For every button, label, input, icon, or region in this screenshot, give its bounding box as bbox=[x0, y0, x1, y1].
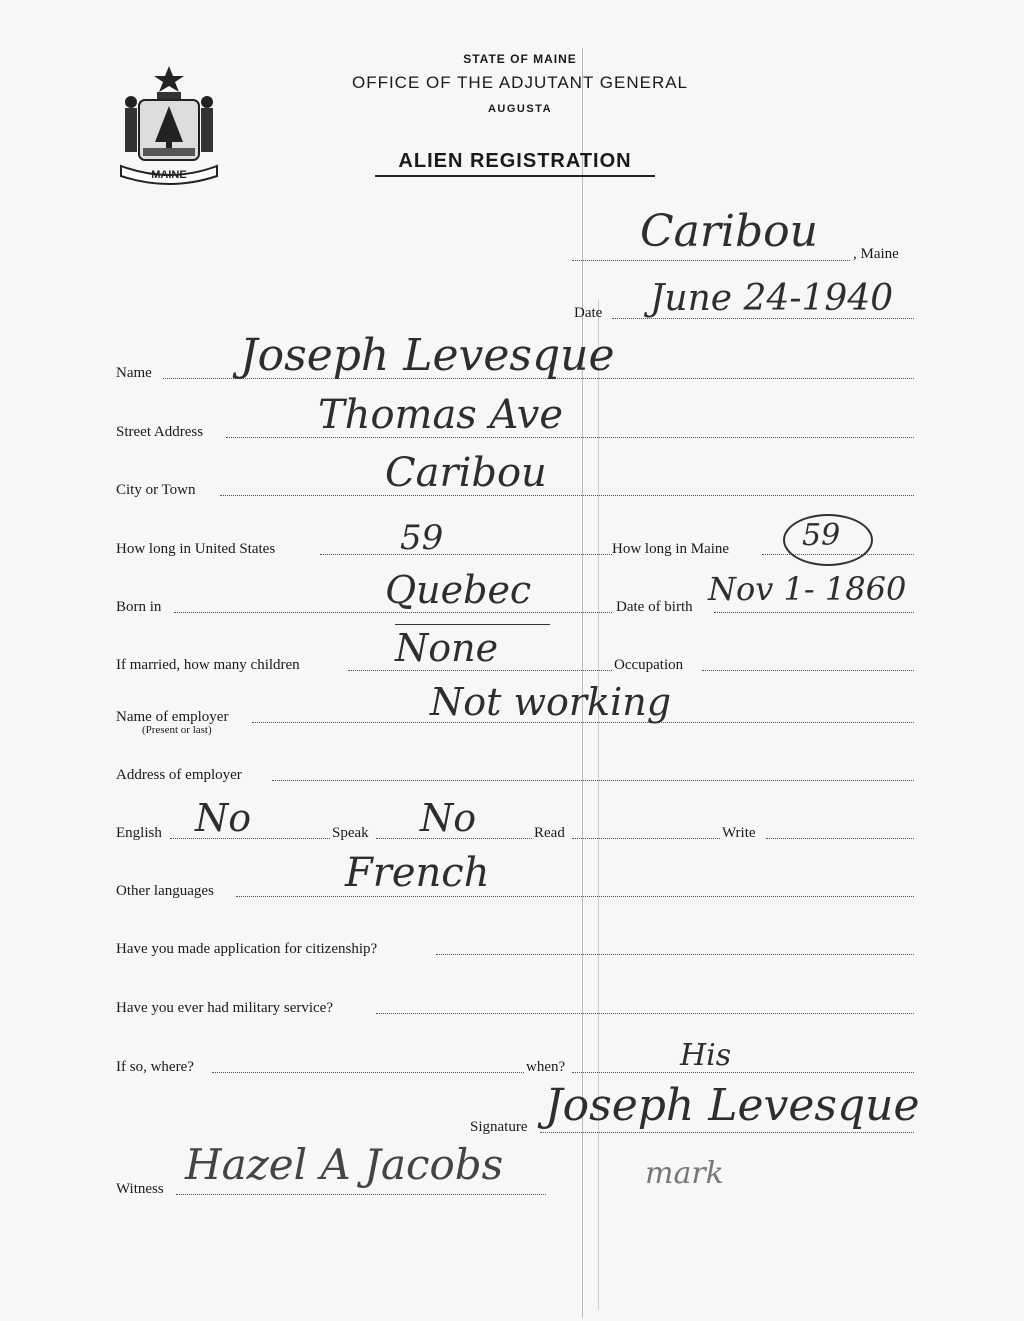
place-value: Caribou bbox=[640, 206, 818, 257]
office-heading: OFFICE OF THE ADJUTANT GENERAL bbox=[351, 73, 689, 92]
speak-value: No bbox=[420, 796, 477, 840]
signature-label: Signature bbox=[470, 1119, 528, 1135]
underline-mark bbox=[395, 624, 550, 625]
employer-sub-label: (Present or last) bbox=[142, 724, 212, 736]
write-label: Write bbox=[722, 825, 756, 841]
mark-value: mark bbox=[645, 1156, 724, 1191]
other-languages-label: Other languages bbox=[116, 883, 214, 899]
citizenship-label: Have you made application for citizenship? bbox=[116, 941, 378, 957]
state-heading: STATE OF MAINE bbox=[463, 52, 577, 66]
other-languages-value: French bbox=[345, 850, 490, 896]
witness-label: Witness bbox=[116, 1181, 164, 1197]
signature-value: Joseph Levesque bbox=[545, 1080, 920, 1131]
if-so-where-label: If so, where? bbox=[116, 1059, 194, 1075]
dob-line bbox=[714, 612, 914, 613]
employer-label: Name of employer bbox=[116, 709, 229, 725]
occupation-line bbox=[702, 670, 914, 671]
dob-value: Nov 1- 1860 bbox=[708, 570, 907, 608]
citizenship-line bbox=[436, 954, 914, 955]
seal-text: MAINE bbox=[151, 169, 187, 181]
paper-fold bbox=[598, 300, 599, 1310]
street-label: Street Address bbox=[116, 424, 204, 440]
city-line bbox=[220, 495, 914, 496]
employer-address-label: Address of employer bbox=[116, 767, 242, 783]
how-long-us-value: 59 bbox=[400, 518, 444, 558]
how-long-us-line bbox=[320, 554, 612, 555]
how-long-us-label: How long in United States bbox=[116, 541, 276, 557]
english-label: English bbox=[116, 825, 162, 841]
how-long-maine-value: 59 bbox=[802, 518, 841, 553]
speak-label: Speak bbox=[332, 825, 369, 841]
children-line bbox=[348, 670, 612, 671]
military-label: Have you ever had military service? bbox=[116, 1000, 333, 1016]
children-value: None bbox=[395, 626, 499, 670]
witness-line bbox=[176, 1194, 546, 1195]
maine-label: , Maine bbox=[853, 246, 899, 262]
date-value: June 24-1940 bbox=[650, 278, 894, 319]
street-value: Thomas Ave bbox=[318, 392, 564, 438]
his-value: His bbox=[680, 1038, 732, 1073]
place-line bbox=[572, 260, 850, 261]
employer-value: Not working bbox=[430, 680, 672, 724]
write-line bbox=[766, 838, 914, 839]
name-value: Joseph Levesque bbox=[240, 330, 615, 381]
when-line bbox=[572, 1072, 914, 1073]
born-in-value: Quebec bbox=[385, 568, 532, 612]
form-title: ALIEN REGISTRATION bbox=[375, 150, 655, 177]
witness-value: Hazel A Jacobs bbox=[185, 1140, 504, 1189]
date-label: Date bbox=[574, 305, 603, 321]
children-label: If married, how many children bbox=[116, 657, 300, 673]
city-label: City or Town bbox=[116, 482, 196, 498]
born-in-line bbox=[174, 612, 612, 613]
city-heading: AUGUSTA bbox=[487, 103, 553, 115]
born-in-label: Born in bbox=[116, 599, 162, 615]
read-label: Read bbox=[534, 825, 565, 841]
read-line bbox=[572, 838, 720, 839]
when-label: when? bbox=[526, 1059, 566, 1075]
military-line bbox=[376, 1013, 914, 1014]
signature-line bbox=[540, 1132, 914, 1133]
dob-label: Date of birth bbox=[616, 599, 693, 615]
other-languages-line bbox=[236, 896, 914, 897]
how-long-maine-label: How long in Maine bbox=[612, 541, 730, 557]
where-line bbox=[212, 1072, 524, 1073]
maine-seal-icon bbox=[113, 62, 225, 190]
employer-address-line bbox=[272, 780, 914, 781]
english-value: No bbox=[195, 796, 252, 840]
name-label: Name bbox=[116, 365, 152, 381]
occupation-label: Occupation bbox=[614, 657, 684, 673]
city-value: Caribou bbox=[385, 450, 547, 496]
